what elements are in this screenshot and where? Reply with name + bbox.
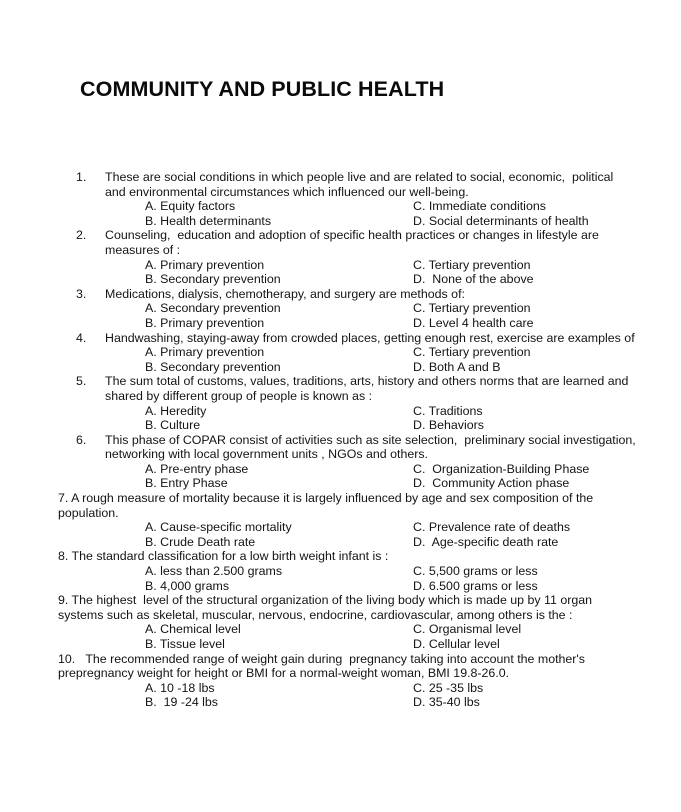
- question-block: [0, 549, 681, 593]
- answer-option-row: [0, 404, 681, 419]
- question-stem-line: [0, 549, 681, 564]
- question-block: [0, 652, 681, 710]
- question-stem-text: 9. The highest level of the structural organization of the living body which is made up by 11 organ: [58, 593, 593, 608]
- answer-option-row: [0, 579, 681, 594]
- answer-option[interactable]: D. Both A and B: [413, 359, 501, 374]
- answer-option[interactable]: B. Entry Phase: [145, 476, 228, 491]
- question-stem-line: [0, 374, 681, 389]
- answer-option-row: [0, 418, 681, 433]
- answer-option[interactable]: C. Immediate conditions: [413, 199, 546, 214]
- answer-option[interactable]: B. 19 -24 lbs: [145, 695, 219, 710]
- answer-option[interactable]: D. Level 4 health care: [413, 315, 534, 330]
- answer-option-row: [0, 637, 681, 652]
- answer-option[interactable]: C. Organization-Building Phase: [413, 461, 590, 476]
- question-stem-text: 8. The standard classification for a low birth weight infant is :: [58, 549, 389, 564]
- question-stem-line: [0, 228, 681, 243]
- question-stem-line: [0, 447, 681, 462]
- question-number: 1.: [76, 170, 87, 184]
- answer-option-row: [0, 681, 681, 696]
- question-stem-line: [0, 287, 681, 302]
- question-stem-text: 10. The recommended range of weight gain during pregnancy taking into account the mother's: [58, 651, 585, 666]
- question-stem-text: These are social conditions in which people live and are related to social, economic, political: [105, 170, 614, 184]
- answer-option[interactable]: B. Health determinants: [145, 213, 272, 228]
- answer-option-row: [0, 622, 681, 637]
- answer-option[interactable]: C. Tertiary prevention: [413, 257, 531, 272]
- answer-option[interactable]: A. Heredity: [145, 403, 207, 418]
- question-stem-text: population.: [58, 505, 119, 520]
- question-stem-text: prepregnancy weight for height or BMI for a normal-weight woman, BMI 19.8-26.0.: [58, 666, 510, 681]
- answer-option-row: [0, 258, 681, 273]
- question-stem-line: [0, 170, 681, 185]
- question-block: [0, 433, 681, 491]
- answer-option-row: [0, 301, 681, 316]
- question-stem-text: Handwashing, staying-away from crowded places, getting enough rest, exercise are examples of: [105, 330, 635, 345]
- question-block: [0, 374, 681, 432]
- question-stem-line: [0, 389, 681, 404]
- answer-option-row: [0, 214, 681, 229]
- answer-option[interactable]: D. Social determinants of health: [413, 213, 589, 228]
- question-stem-text: 7. A rough measure of mortality because it is largely influenced by age and sex composition of the: [58, 491, 594, 506]
- answer-option-row: [0, 520, 681, 535]
- answer-option-row: [0, 199, 681, 214]
- question-block: [0, 593, 681, 651]
- question-list: [0, 170, 681, 710]
- answer-option[interactable]: A. 10 -18 lbs: [145, 680, 215, 695]
- answer-option-row: [0, 535, 681, 550]
- question-stem-line: [0, 666, 681, 681]
- answer-option[interactable]: B. 4,000 grams: [145, 578, 230, 593]
- answer-option[interactable]: B. Secondary prevention: [145, 272, 281, 287]
- answer-option[interactable]: A. Cause-specific mortality: [145, 520, 292, 535]
- answer-option[interactable]: C. 5,500 grams or less: [413, 564, 538, 579]
- question-block: [0, 228, 681, 286]
- question-stem-line: [0, 331, 681, 346]
- question-stem-line: [0, 593, 681, 608]
- question-number: 2.: [76, 228, 87, 243]
- answer-option[interactable]: D. Cellular level: [413, 637, 500, 651]
- answer-option[interactable]: C. Prevalence rate of deaths: [413, 520, 571, 535]
- answer-option-row: [0, 272, 681, 287]
- question-block: [0, 287, 681, 331]
- answer-option[interactable]: D. Behaviors: [413, 418, 484, 433]
- answer-option[interactable]: B. Crude Death rate: [145, 534, 256, 549]
- question-block: [0, 331, 681, 375]
- answer-option[interactable]: A. less than 2.500 grams: [145, 564, 283, 579]
- answer-option-row: [0, 360, 681, 375]
- answer-option[interactable]: A. Chemical level: [145, 622, 241, 637]
- question-stem-line: [0, 506, 681, 521]
- question-stem-line: [0, 243, 681, 258]
- question-stem-text: The sum total of customs, values, traditions, arts, history and others norms that are learned and: [105, 374, 629, 389]
- answer-option[interactable]: A. Equity factors: [145, 199, 236, 214]
- answer-option-row: [0, 695, 681, 710]
- question-stem-line: [0, 608, 681, 623]
- answer-option[interactable]: C. Traditions: [413, 403, 483, 418]
- answer-option[interactable]: D. None of the above: [413, 272, 534, 287]
- answer-option[interactable]: D. 35-40 lbs: [413, 695, 480, 710]
- answer-option[interactable]: C. 25 -35 lbs: [413, 680, 484, 695]
- question-stem-text: measures of :: [105, 242, 181, 257]
- question-stem-text: This phase of COPAR consist of activities such as site selection, preliminary social investigation,: [105, 432, 636, 447]
- answer-option[interactable]: D. Community Action phase: [413, 476, 570, 491]
- question-stem-text: systems such as skeletal, muscular, nervous, endocrine, cardiovascular, among others is the :: [58, 607, 573, 622]
- question-stem-line: [0, 185, 681, 200]
- answer-option[interactable]: B. Culture: [145, 418, 201, 433]
- answer-option-row: [0, 316, 681, 331]
- answer-option-row: [0, 462, 681, 477]
- question-stem-text: and environmental circumstances which influenced our well-being.: [105, 184, 469, 199]
- question-stem-text: shared by different group of people is known as :: [105, 388, 373, 403]
- answer-option[interactable]: B. Tissue level: [145, 637, 225, 651]
- question-number: 4.: [76, 330, 87, 345]
- answer-option[interactable]: D. 6.500 grams or less: [413, 578, 538, 593]
- answer-option[interactable]: A. Pre-entry phase: [145, 461, 249, 476]
- question-block: [0, 170, 681, 228]
- question-stem-text: networking with local government units , NGOs and others.: [105, 447, 428, 462]
- question-stem-line: [0, 491, 681, 506]
- answer-option[interactable]: C. Tertiary prevention: [413, 345, 531, 360]
- answer-option[interactable]: A. Primary prevention: [145, 345, 265, 360]
- question-stem-line: [0, 433, 681, 448]
- answer-option[interactable]: B. Secondary prevention: [145, 359, 281, 374]
- answer-option-row: [0, 345, 681, 360]
- question-number: 5.: [76, 374, 87, 389]
- answer-option[interactable]: A. Secondary prevention: [145, 301, 281, 316]
- question-stem-text: Counseling, education and adoption of specific health practices or changes in lifestyle are: [105, 228, 599, 243]
- question-stem-line: [0, 652, 681, 667]
- answer-option-row: [0, 476, 681, 491]
- answer-option[interactable]: B. Primary prevention: [145, 315, 265, 330]
- answer-option-row: [0, 564, 681, 579]
- page-title: COMMUNITY AND PUBLIC HEALTH: [80, 77, 445, 101]
- question-number: 6.: [76, 432, 87, 447]
- answer-option[interactable]: C. Organismal level: [413, 622, 522, 637]
- question-stem-text: Medications, dialysis, chemotherapy, and surgery are methods of:: [105, 286, 465, 301]
- answer-option[interactable]: D. Age-specific death rate: [413, 534, 559, 549]
- question-block: [0, 491, 681, 549]
- answer-option[interactable]: A. Primary prevention: [145, 257, 265, 272]
- answer-option[interactable]: C. Tertiary prevention: [413, 301, 531, 316]
- question-number: 3.: [76, 286, 87, 301]
